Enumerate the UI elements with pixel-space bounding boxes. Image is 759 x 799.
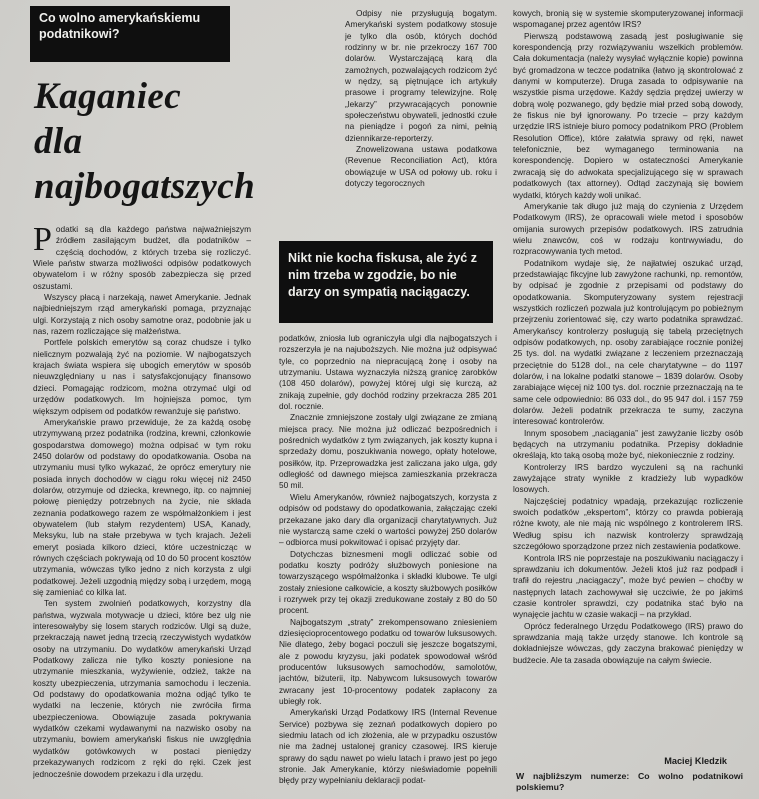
paragraph: Amerykański Urząd Podatkowy IRS (Internal Revenue Service) pozbywa się zeznań podatkowych dopiero po siedmiu latach od ich złożenia, ale w przypadku oszustów nie ma żadnej ustalonej granicy czasowej. IRS kieruje sprawy do sądu nawet po wielu latach i prawo jest po jego stronie. Jak Amerykanie, którzy nieświadomie popełnili błędy przy wypełnianiu deklaracji podat-	[279, 707, 497, 786]
paragraph: Podatki są dla każdego państwa najważniejszym źródłem zasilającym budżet, dla podatników – częścią dochodów, z których trzeba się rozliczyć. Wiele państw stwarza możliwości odpisów podatkowych obywatelom i w różny sposób zabezpiecza się przed oszustami.	[33, 224, 251, 291]
column-right	[513, 8, 743, 796]
paragraph: Wielu Amerykanów, również najbogatszych, korzysta z odpisów od podstawy do opodatkowania, załączając czeki przekazane jako dary dla organizacji charytatywnych. Już nie wystarczą same czeki o wartości powyżej 250 dolarów – odbiorca musi pokwitować i opisać przyjęty dar.	[279, 491, 497, 548]
paragraph: Portfele polskich emerytów są coraz chudsze i tylko nielicznym pozwalają żyć na poziomie. W najbogatszych krajach świata wspiera się ubogich emerytów w sposób nieuwzględniany u nas i satysfakcjonujący finansowo dzieci. Pomagając rodzicom, można otrzymać ulgi od urzędów podatkowych. Im hojniejsza pomoc, tym większym odpisem od podatków rewanżuje się państwo.	[33, 337, 251, 416]
paragraph: Innym sposobem „naciągania” jest zawyżanie liczby osób będących na utrzymaniu podatnika. Przepisy dokładnie określają, kto taką osobą może być, niekoniecznie z rodziny.	[513, 427, 743, 461]
column-right-text	[513, 8, 743, 751]
pull-quote-box	[279, 241, 493, 323]
paragraph: Kontrolerzy IRS bardzo wyczuleni są na rachunki zawyżające straty wynikłe z kradzieży lub wypadków losowych.	[513, 461, 743, 495]
column-middle-top	[345, 8, 497, 238]
byline: Maciej Kledzik	[664, 756, 727, 767]
column-left	[33, 224, 251, 795]
paragraph: Dotychczas biznesmeni mogli odliczać sobie od podatku koszty podróży służbowych poniesione na towarzyszącego współmałżonka i składki klubowe. Te ulgi zostały zniesione całkowicie, a koszty służbowych posiłków i rozrywek przy tej okazji zredukowane zostały z 80 do 50 procent.	[279, 548, 497, 616]
paragraph: Znacznie zmniejszone zostały ulgi związane ze zmianą miejsca pracy. Nie można już odliczać bezpośrednich i pośrednich wydatków z tym związanych, jak koszty kupna i sprzedaży domu, poszukiwania nowego, opłaty hotelowe, posiłków, itp. Przeprowadzka jest zaliczana jako ulga, gdy odległość od dawnego miejsca zamieszkania przekracza 50 mil.	[279, 412, 497, 491]
paragraph: Oprócz federalnego Urzędu Podatkowego (IRS) prawo do sprawdzania mają także urzędy stanowe. Ich kontrole są dokładniejsze wówczas, gdy zaczyna brakować pieniędzy w budżecie. Ale ta zasada obowiązuje na całym świecie.	[513, 620, 743, 665]
column-middle-bottom	[279, 333, 497, 799]
pull-quote-text: Nikt nie kocha fiskusa, ale żyć z nim trzeba w zgodzie, bo nie darzy on sympatią naciągaczy.	[288, 251, 477, 299]
paragraph: Odpisy nie przysługują bogatym. Amerykański system podatkowy stosuje je tylko dla osób, których dochód rodzinny w br. nie przekroczy 167 700 dolarów. Wystarczającą karą dla zamożnych, pozwalających rodzicom żyć w nędzy, są piętnujące ich artykuły prasowe i programy telewizyjne. Rolę „lekarzy” przywracających ponownie społeczeństwu obywateli, jednostki czułe na pieniądze i pogoń za nimi, pełnią dziennikarze-reporterzy.	[345, 8, 497, 143]
paragraph: Kontrola IRS nie poprzestaje na poszukiwaniu naciągaczy i sprawdzaniu ich dokumentów. Jeżeli ktoś już raz podpadł i trafił do rejestru „naciągaczy”, może być pewien – choćby w następnych latach zachowywał się uczciwie, że po jakimś czasie kontroler sprawdzi, czy podatnika stać było na wynajęcie jachtu w czasie wakacji – na przykład.	[513, 552, 743, 620]
paragraph: Wszyscy płacą i narzekają, nawet Amerykanie. Jednak najbiedniejszym rząd amerykański pomaga, przyznając ulgi. Korzystają z nich osoby samotne oraz, podobnie jak u nas, razem rozliczające się małżeństwa.	[33, 292, 251, 337]
paragraph: Najbogatszym „straty” zrekompensowano zniesieniem dziesięcioprocentowego podatku od towarów luksusowych. Nie dlatego, żeby bogaci poczuli się jeszcze bogatszymi, ale z powodu kryzysu, jaki podatek spowodował wśród producentów luksusowych samochodów, samolotów, jachtów, biżuterii, itp. Nabywcom luksusowych towarów zwracany jest 10-procentowy podatek zapłacony za ubiegły rok.	[279, 616, 497, 706]
paragraph: Pierwszą podstawową zasadą jest posługiwanie się korespondencją przy rozwiązywaniu wszelkich problemów. Cała dokumentacja (należy wysyłać wyłącznie kopie) powinna być gromadzona w teczce podatnika (łatwo ją skontrolować z danymi w komputerze). Druga zasada to odpisywanie na wszystkie pisma urzędowe. Każdy sędzia prędzej uwierzy w dobrą wolę pozwanego, gdy będzie miał przed sobą dowody, że fiskus nie był ignorowany. Po trzecie – przy każdym urzędzie IRS istnieje biuro pomocy podatnikom PRO (Problem Resolution Office), które załatwia sprawy od ręki, nawet telefonicznie, bez wymaganego terminowania na korespondencję. Dopiero w ostateczności Amerykanie zwracają się do adwokata specjalizującego się w sprawach podatkowych (tax attorney). Odtąd zaczynają się bowiem wydatki, których każdy woli unikać.	[513, 30, 743, 200]
article-title	[34, 74, 269, 209]
paragraph: kowych, bronią się w systemie skomputeryzowanej informacji wspomaganej przez agentów IRS?	[513, 8, 743, 30]
paragraph: Amerykanie tak długo już mają do czynienia z Urzędem Podatkowym (IRS), że opracowali wiele metod i sposobów omijania surowych przepisów podatkowych. IRS zatrudnia wielu znawców, coś w rodzaju kontrwywiadu, do rozpracowywania tych metod.	[513, 200, 743, 257]
title-line-1: Kaganiec	[34, 76, 182, 117]
paragraph: Amerykańskie prawo przewiduje, że za każdą osobę utrzymywaną przez podatnika (rodzina, krewni, członkowie gospodarstwa domowego) można odpisać w tym roku 2450 dolarów od podstawy do opodatkowania. Osoba na utrzymaniu musi tylko wykazać, że oprócz emerytury nie posiada innych dochodów w ciągu roku więcej niż 2450 dolarów, otrzymuje od dziecka, krewnego, itp. co najmniej połowę pieniędzy potrzebnych na życie, nie składa zeznania podatkowego razem ze współmałżonkiem i jest obywatelem (lub stałym rezydentem) USA, Kanady, Meksyku, lub na stałe przebywa w tych krajach. Jeżeli emeryt posiada kilkoro dzieci, które uczestnicząc w równych częściach pokrywają od 10 do 50 procent kosztów utrzymania, wówczas tylko jedno z nich korzysta z ulgi podatkowej. Jeżeli uzgodnią między sobą i urzędem, mogą się zamieniać co kilka lat.	[33, 416, 251, 597]
paragraph: Podatnikom wydaje się, że najłatwiej oszukać urząd, przedstawiając fikcyjne lub zawyżone rachunki, np. remontów, by odpisać je zgodnie z przepisami od podstawy do opodatkowania. Skomputeryzowany system rejestracji wszystkich rozliczeń pozwala już kontrolującym po pobieżnym przejrzeniu zorientować się, czy warto podatnika sprawdzać. Amerykańscy kontrolerzy posługują się tabelą przeciętnych odpisów podatkowych, np. osoby zarabiające rocznie poniżej 25 tys. dol. na wydatki związane z leczeniem przeznaczają przeciętnie do 5128 dol., na cele charytatywne – do 1197 dolarów, i na lokalne podatki stanowe – 1839 dolarów. Osoby zarabiające więcej niż 100 tys. dol. rocznie przeznaczają na te same cele odpowiednio: 86 033 dol., do 95 947 dol. i 157 759 dolarów. Jeżeli podatnik przekracza te sumy, zaczyna interesować kontrolerów.	[513, 257, 743, 427]
next-issue-note: W najbliższym numerze: Co wolno podatnikowi polskiemu?	[516, 771, 743, 793]
paragraph: Najczęściej podatnicy wpadają, przekazując rozliczenie swoich podatków „ekspertom”, którzy co prawda pobierają różne kwoty, ale nie mają nic wspólnego z kontrolerem IRS. Według spisu ich nazwisk kontrolerzy sprawdzają szczegółowo sporządzone przez nich zestawienia podatkowe.	[513, 495, 743, 552]
title-line-3: najbogatszych	[34, 166, 256, 207]
kicker-text: Co wolno amerykańskiemu podatnikowi?	[39, 11, 201, 41]
paragraph: Znowelizowana ustawa podatkowa (Revenue Reconciliation Act), która obowiązuje w USA od połowy ub. roku i dotyczy tegorocznych	[345, 144, 497, 189]
paragraph: Ten system zwolnień podatkowych, korzystny dla państwa, wyzwala motywacje u dzieci, które bez ulg nie interesowałyby się losem starych rodziców. Ulgi są duże, przekraczają nawet jedną trzecią rzeczywistych wydatków osoby na utrzymaniu. Do wydatków amerykański Urząd Podatkowy zalicza nie tylko koszty poniesione na utrzymanie mieszkania, wyżywienie, odzież, także na koszty ubezpieczenia, utrzymania samochodu i leczenia. Od podstawy do opodatkowania można odjąć tylko te wydatki na leczenie, których nie zwróciła firma ubezpieczeniowa. Obowiązuje zasada pokrywania wydatków czekami wydawanymi na nazwisko osoby na utrzymaniu, bowiem amerykański fiskus nie uwzględnia wydatków gotówkowych w postaci pieniędzy przekazywanych rodzicom z ręki do ręki. Czek jest jednocześnie dowodem przekazu i dla urzędu.	[33, 598, 251, 779]
kicker-box	[30, 6, 230, 62]
paragraph: podatków, zniosła lub ograniczyła ulgi dla najbogatszych i rozszerzyła je na najuboższych. Nie można już odpisywać tyle, co poprzednio na niepracującą żonę i osoby na utrzymaniu. Ustawa wyznaczyła niższą granicę zarobków (108 450 dolarów), powyżej której ulgi się kurczą, aż znikają zupełnie, gdy dochód rodziny przekracza 285 201 dol. rocznie.	[279, 333, 497, 412]
title-line-2: dla	[34, 121, 83, 162]
